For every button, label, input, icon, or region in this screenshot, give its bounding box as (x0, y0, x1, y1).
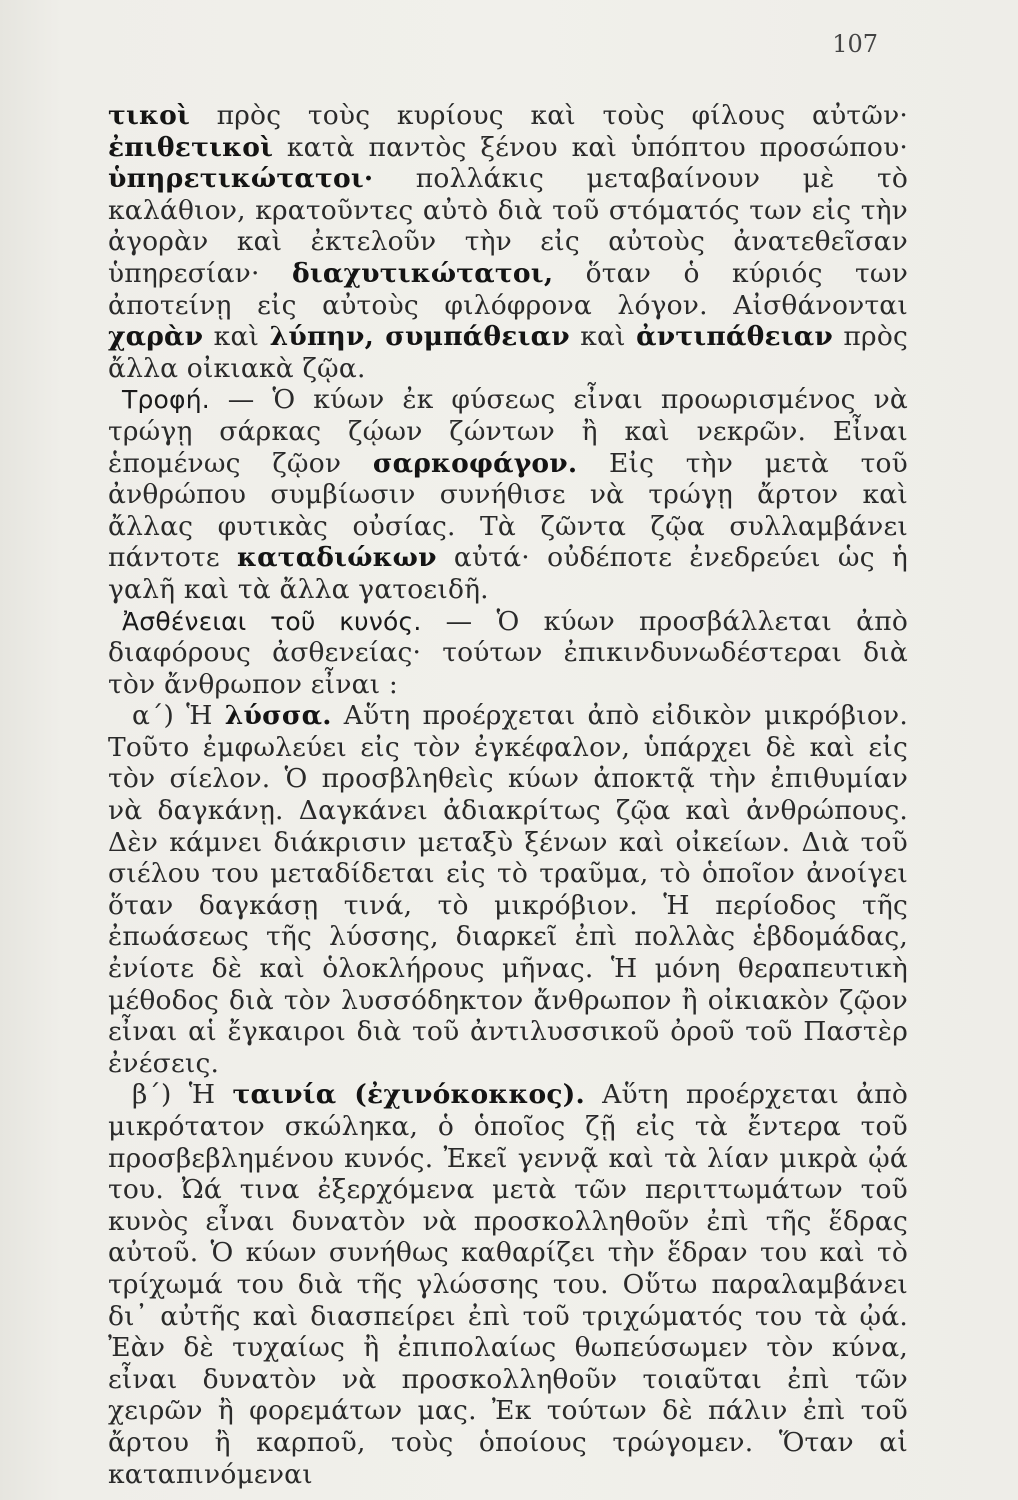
text-run: πρὸς τοὺς κυρίους καὶ τοὺς φίλους αὐτῶν· (190, 100, 908, 131)
text-run: — Ὁ κύων προσβάλλεται ἀπὸ διαφόρους ἀσθενείας· τούτων ἐπικινδυνωδέστεραι διὰ τὸν ἄνθρωπον εἶναι : (108, 605, 908, 700)
bold-term: λύπην, συμπάθειαν (269, 321, 570, 353)
text-run: Αὕτη προέρχεται ἀπὸ εἰδικὸν μικρόβιον. Τοῦτο ἐμφωλεύει εἰς τὸν ἐγκέφαλον, ὑπάρχει δὲ καὶ εἰς τὸν σίελον. Ὁ προσβληθεὶς κύων ἀποκτᾷ τὴν ἐπιθυμίαν νὰ δαγκάνῃ. Δαγκάνει ἀδιακρίτως ζῷα καὶ ἀνθρώπους. Δὲν κάμνει διάκρισιν μεταξὺ ξένων καὶ οἰκείων. Διὰ τοῦ σιέλου του μεταδίδεται εἰς τὸ τραῦμα, τὸ ὁποῖον ἀνοίγει ὅταν δαγκάσῃ τινά, τὸ μικρόβιον. Ἡ περίοδος τῆς ἐπωάσεως τῆς λύσσης, διαρκεῖ ἐπὶ πολλὰς ἑβδομάδας, ἐνίοτε δὲ καὶ ὁλοκλήρους μῆνας. Ἡ μόνη θεραπευτικὴ μέθοδος διὰ τὸν λυσσόδηκτον ἄνθρωπον ἢ οἰκιακὸν ζῷον εἶναι αἱ ἔγκαιροι διὰ τοῦ ἀντιλυσσικοῦ ὀροῦ τοῦ Παστὲρ ἐνέσεις. (108, 700, 908, 1079)
text-run: καὶ (203, 321, 270, 353)
text-run: Εἰς τὴν μετὰ τοῦ ἀνθρώπου συμβίωσιν συνήθισε νὰ τρώγῃ ἄρτον καὶ ἄλλας φυτικὰς οὐσίας. Τὰ ζῶντα ζῷα συλλαμβάνει πάντοτε (108, 447, 908, 574)
paragraph-tapeworm (108, 1079, 908, 1490)
page-number: 107 (832, 30, 878, 58)
paragraph-rabies (108, 700, 908, 1079)
text-run: α΄) Ἡ (132, 700, 225, 732)
text-run: Αὕτη προέρχεται ἀπὸ μικρότατον σκώληκα, ὁ ὁποῖος ζῇ εἰς τὰ ἔντερα τοῦ προσβεβλημένου κυνός. Ἐκεῖ γεννᾷ καὶ τὰ λίαν μικρὰ ᾠά του. Ὠά τινα ἐξερχόμενα μετὰ τῶν περιττωμάτων τοῦ κυνὸς εἶναι δυνατὸν νὰ προσκολληθοῦν ἐπὶ τῆς ἕδρας αὐτοῦ. Ὁ κύων συνήθως καθαρίζει τὴν ἕδραν του καὶ τὸ τρίχωμά του διὰ τῆς γλώσσης του. Οὕτω παραλαμβάνει δι᾽ αὐτῆς καὶ διασπείρει ἐπὶ τοῦ τριχώματός του τὰ ᾠά. Ἐὰν δὲ τυχαίως ἢ ἐπιπολαίως θωπεύσωμεν τὸν κύνα, εἶναι δυνατὸν νὰ προσκολληθοῦν τοιαῦται ἐπὶ τῶν χειρῶν ἢ φορεμάτων μας. Ἐκ τούτων δὲ πάλιν ἐπὶ τοῦ ἄρτου ἢ καρποῦ, τοὺς ὁποίους τρώγομεν. Ὅταν αἱ καταπινόμεναι (108, 1079, 908, 1490)
text-run: — Ὁ κύων ἐκ φύσεως εἶναι προωρισμένος νὰ τρώγῃ σάρκας ζῴων ζώντων ἢ καὶ νεκρῶν. Εἶναι ἑπομένως ζῷον (108, 384, 908, 479)
bold-term: λύσσα. (224, 700, 332, 732)
text-run: πρὸς ἄλλα οἰκιακὰ ζῷα. (108, 321, 909, 384)
bold-term: ὑπηρετικώτατοι· (108, 163, 374, 195)
page-text (108, 100, 908, 1490)
text-run: κατὰ παντὸς ξένου καὶ ὑπόπτου προσώπου· (273, 131, 908, 163)
text-run: β΄) Ἡ (132, 1079, 233, 1111)
text-run: ὅταν ὁ κύριός των ἀποτείνῃ εἰς αὐτοὺς φιλόφρονα λόγον. Αἰσθάνονται (108, 257, 908, 321)
bold-term: χαρὰν (108, 321, 204, 353)
bold-term: τικοὶ (108, 100, 191, 131)
bold-term: ταινία (ἐχινόκοκκος). (232, 1079, 585, 1111)
paragraph-diseases (108, 606, 908, 701)
bold-term: ἀντιπάθειαν (636, 321, 833, 353)
bold-term: σαρκοφάγον. (372, 447, 578, 479)
bold-term: καταδιώκων (237, 542, 437, 574)
text-run: πολλάκις μεταβαίνουν μὲ τὸ καλάθιον, κρατοῦντες αὐτὸ διὰ τοῦ στόματός των εἰς τὴν ἀγορὰν καὶ ἐκτελοῦν τὴν εἰς αὐτοὺς ἀνατεθεῖσαν ὑπηρεσίαν· (108, 163, 908, 289)
paragraph-food (108, 384, 908, 605)
text-run: αὐτά· οὐδέποτε ἐνεδρεύει ὡς ἡ γαλῆ καὶ τὰ ἄλλα γατοειδῆ. (108, 542, 908, 605)
text-run: καὶ (569, 321, 637, 353)
bold-term: ἐπιθετικοὶ (108, 131, 274, 163)
section-heading: Τροφή. (122, 385, 210, 415)
section-heading: Ἀσθένειαι τοῦ κυνός. (122, 606, 422, 636)
paragraph-temperament (108, 100, 908, 384)
bold-term: διαχυτικώτατοι, (292, 257, 554, 289)
